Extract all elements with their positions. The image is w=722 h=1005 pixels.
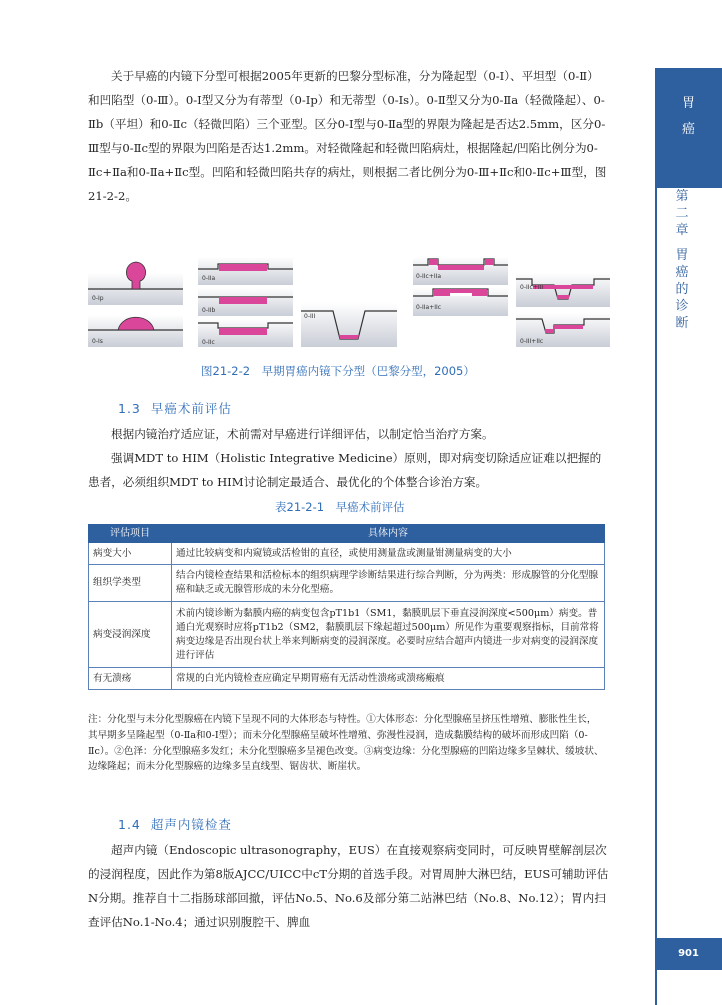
table-row (89, 565, 605, 602)
figure-caption: 图21-2-2 早期胃癌内镜下分型（巴黎分型，2005） (201, 364, 475, 378)
figure-panel-0-iii-iic (516, 313, 610, 347)
sidebar-chapter-char: 第 (675, 189, 689, 204)
figure-panel-0-iic-iia (413, 257, 508, 285)
sidebar-chapter-char: 章 (675, 223, 689, 238)
figure-panel-0-iia-iic (413, 288, 508, 316)
sidebar-chapter-char: 断 (675, 316, 689, 331)
table-cell-item: 病变大小 (89, 543, 172, 565)
figure-panel-0-ip (88, 262, 183, 305)
label-0-ip: 0-Ip (92, 295, 104, 302)
page-number: 901 (655, 938, 722, 970)
section-1-3-heading (118, 399, 232, 417)
sidebar-chapter-title (668, 188, 696, 332)
table-cell-content: 通过比较病变和内窥镜或活检钳的直径，或使用测量盘或测量钳测量病变的大小 (172, 543, 605, 565)
figure-panel-0-iic (198, 319, 293, 347)
section-1-3-paragraph-2: 强调MDT to HIM（Holistic Integrative Medicine）原则，即对病变切除适应证难以把握的患者，必须组织MDT to HIM讨论制定最适合、最优化的个体整合诊治方案。 (88, 451, 602, 489)
paris-classification-figure (88, 255, 610, 350)
label-0-iii: 0-III (304, 313, 316, 320)
sidebar-section-char: 癌 (681, 122, 695, 137)
intro-paragraph: 关于早癌的内镜下分型可根据2005年更新的巴黎分型标准，分为隆起型（0-Ⅰ）、平坦型（0-Ⅱ）和凹陷型（0-Ⅲ）。0-Ⅰ型又分为有蒂型（0-Ⅰp）和无蒂型（0-Ⅰs）。0-Ⅱ型又分为0-Ⅱa（轻微隆起）、0-Ⅱb（平坦）和0-Ⅱc（轻微凹陷）三个亚型。区分0-Ⅰ型与0-Ⅱa型的界限为隆起是否达2.5mm，区分0-Ⅲ型与0-Ⅱc型的界限为凹陷是否达1.2mm。对轻微隆起和轻微凹陷病灶，根据隆起/凹陷比例分为0-Ⅱc+Ⅱa和0-Ⅱa+Ⅱc型。凹陷和轻微凹陷共存的病灶，则根据二者比例分为0-Ⅲ+Ⅱc和0-Ⅱc+Ⅲ型，图21-2-2。 (88, 69, 607, 203)
table-cell-item: 病变浸润深度 (89, 602, 172, 668)
table-cell-content: 结合内镜检查结果和活检标本的组织病理学诊断结果进行综合判断，分为两类：形成腺管的分化型腺癌和缺乏或无腺管形成的未分化型癌。 (172, 565, 605, 602)
sidebar-chapter-char: 诊 (675, 299, 689, 314)
sidebar-chapter-char: 的 (675, 282, 689, 297)
label-0-iic-iii: 0-IIc+III (520, 284, 544, 291)
section-number: 1.4 (118, 817, 141, 832)
section-title: 超声内镜检查 (150, 817, 232, 832)
section-1-4-heading (118, 815, 232, 833)
table-cell-item: 组织学类型 (89, 565, 172, 602)
figure-panel-0-is (88, 315, 183, 347)
evaluation-table (88, 524, 605, 690)
sidebar-chapter-char (668, 239, 696, 247)
section-1-4-paragraph-1: 超声内镜（Endoscopic ultrasonography，EUS）在直接观察病变同时，可反映胃壁解剖层次的浸润程度，因此作为第8版AJCC/UICC中cT分期的首选手段。对胃周肿大淋巴结，EUS可辅助评估N分期。推荐自十二指肠球部回撤，评估No.5、No.6及部分第二站淋巴结（No.8、No.12）；胃内扫查评估No.1-No.4；通过识别腹腔干、脾血 (88, 843, 609, 929)
sidebar-chapter-char: 癌 (675, 265, 689, 280)
table-cell-content: 常规的白光内镜检查应确定早期胃癌有无活动性溃疡或溃疡瘢痕 (172, 668, 605, 690)
sidebar-section-char: 胃 (681, 96, 695, 111)
label-0-iic: 0-IIc (202, 339, 215, 346)
label-0-is: 0-Is (92, 338, 103, 345)
table-row (89, 543, 605, 565)
table-header-row (89, 525, 605, 543)
table-row (89, 602, 605, 668)
figure-panel-0-iic-iii (516, 273, 610, 307)
sidebar-chapter-char: 二 (675, 206, 689, 221)
label-0-iic-iia: 0-IIc+IIa (416, 273, 442, 280)
sidebar-section-tab (655, 68, 722, 188)
header-content: 具体内容 (172, 525, 605, 543)
table-caption: 表21-2-1 早癌术前评估 (275, 500, 405, 514)
section-number: 1.3 (118, 401, 141, 416)
label-0-iii-iic: 0-III+IIc (520, 338, 544, 345)
label-0-iia-iic: 0-IIa+IIc (416, 304, 442, 311)
label-0-iia: 0-IIa (202, 275, 216, 282)
sidebar-rule (655, 68, 657, 1005)
sidebar-chapter-char: 胃 (675, 248, 689, 263)
sidebar-section-title (655, 94, 722, 140)
table-cell-content: 术前内镜诊断为黏膜内癌的病变包含pT1b1（SM1，黏膜肌层下垂直浸润深度<500μm）病变。普通白光观察时应将pT1b2（SM2，黏膜肌层下缘起超过500μm）所见作为重要观察指标，目前常将病变边缘是否出现台状上举来判断病变的浸润深度。必要时应结合超声内镜进一步对病变的浸润深度进行评估 (172, 602, 605, 668)
section-title: 早癌术前评估 (150, 401, 232, 416)
label-0-iib: 0-IIb (202, 307, 216, 314)
table-note: 注：分化型与未分化型腺癌在内镜下呈现不同的大体形态与特性。①大体形态：分化型腺癌呈挤压性增殖、膨胀性生长，其早期多呈隆起型（0-Ⅱa和0-Ⅰ型）；而未分化型腺癌呈破坏性增殖、弥漫性浸润，造成黏膜结构的破坏而形成凹陷（0-Ⅱc）。②色泽：分化型腺癌多发红；未分化型腺癌多呈褪色改变。③病变边缘：分化型腺癌的凹陷边缘多呈棘状、缓坡状、边缘隆起；而未分化型腺癌的边缘多呈直线型、锯齿状、断崖状。 (88, 714, 604, 773)
figure-panel-0-iii (301, 303, 397, 347)
table-row (89, 668, 605, 690)
figure-panel-0-iia (198, 257, 293, 285)
figure-panel-0-iib (198, 288, 293, 316)
table-cell-item: 有无溃疡 (89, 668, 172, 690)
section-1-3-paragraph-1: 根据内镜治疗适应证，术前需对早癌进行详细评估，以制定恰当治疗方案。 (111, 427, 494, 441)
header-item: 评估项目 (89, 525, 172, 543)
